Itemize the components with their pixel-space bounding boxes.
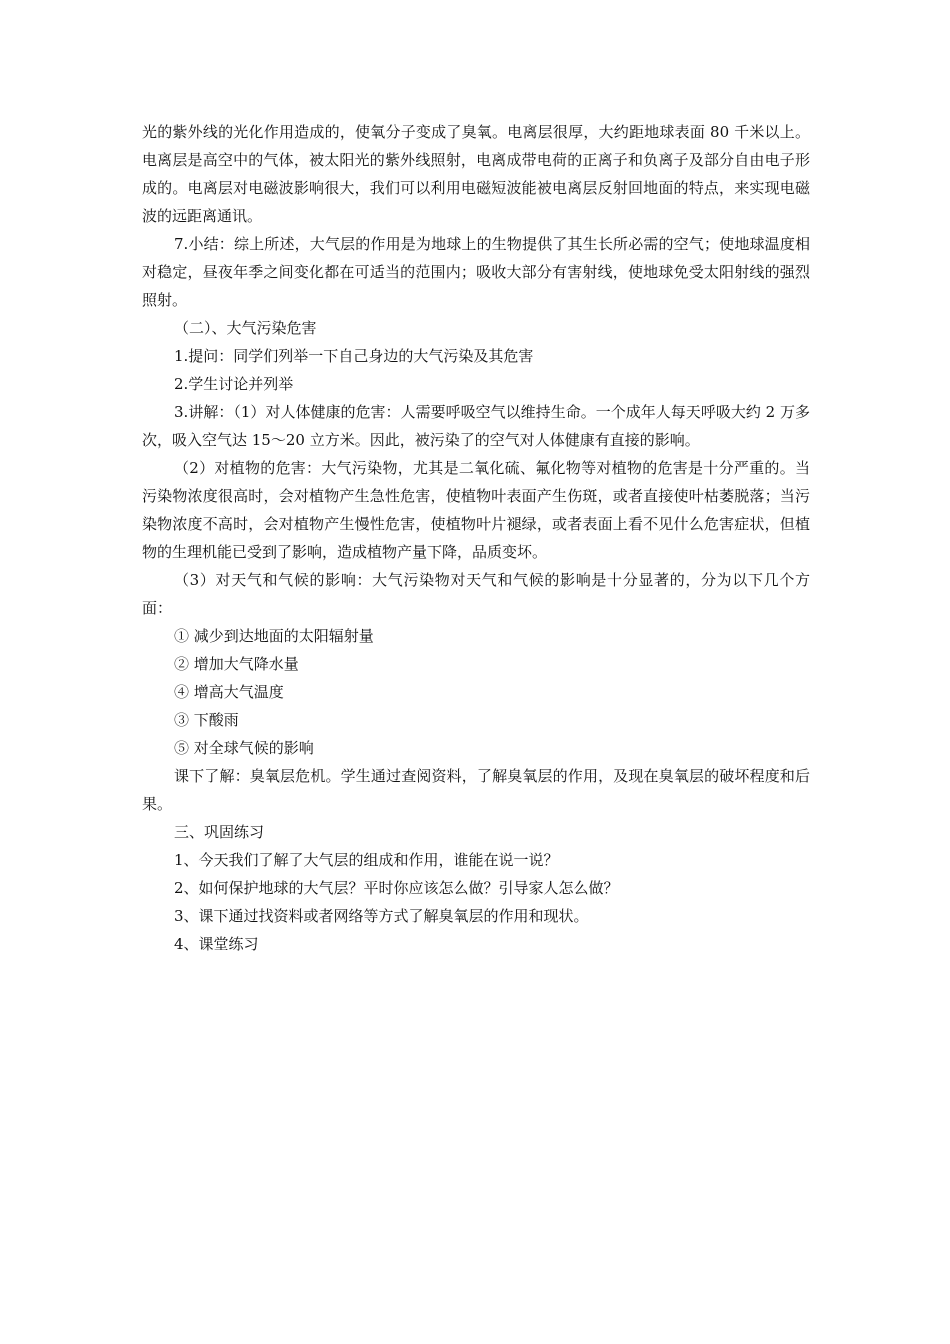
list-item: ① 减少到达地面的太阳辐射量 <box>174 627 374 645</box>
paragraph-weather-climate: （3）对天气和气候的影响：大气污染物对天气和气候的影响是十分显著的，分为以下几个方面： <box>142 571 810 617</box>
practice-item: 4、课堂练习 <box>174 935 259 953</box>
document-body <box>142 118 810 958</box>
practice-item: 1、今天我们了解了大气层的组成和作用，谁能在说一说？ <box>174 851 559 869</box>
practice-item: 3、课下通过找资料或者网络等方式了解臭氧层的作用和现状。 <box>174 907 589 925</box>
list-item: ③ 下酸雨 <box>174 711 239 729</box>
paragraph-question: 1.提问：同学们列举一下自己身边的大气污染及其危害 <box>174 347 534 365</box>
list-item: ② 增加大气降水量 <box>174 655 299 673</box>
section-heading-practice: 三、巩固练习 <box>174 823 265 841</box>
list-item: ⑤ 对全球气候的影响 <box>174 739 314 757</box>
list-item: ④ 增高大气温度 <box>174 683 284 701</box>
section-heading-air-pollution: （二）、大气污染危害 <box>174 319 317 337</box>
paragraph-plant-damage: （2）对植物的危害：大气污染物，尤其是二氧化硫、氟化物等对植物的危害是十分严重的。当污染物浓度很高时，会对植物产生急性危害，使植物叶表面产生伤斑，或者直接使叶枯萎脱落；当污染物浓度不高时，会对植物产生慢性危害，使植物叶片褪绿，或者表面上看不见什么危害症状，但植物的生理机能已受到了影响，造成植物产量下降，品质变坏。 <box>142 459 810 561</box>
paragraph-discussion: 2.学生讨论并列举 <box>174 375 294 393</box>
practice-item: 2、如何保护地球的大气层？平时你应该怎么做？引导家人怎么做？ <box>174 879 619 897</box>
paragraph-human-health: 3.讲解：（1）对人体健康的危害：人需要呼吸空气以维持生命。一个成年人每天呼吸大约 2 万多次，吸入空气达 15～20 立方米。因此，被污染了的空气对人体健康有直接的影响。 <box>142 403 810 449</box>
paragraph-ionosphere: 光的紫外线的光化作用造成的，使氧分子变成了臭氧。电离层很厚，大约距地球表面 80 千米以上。电离层是高空中的气体，被太阳光的紫外线照射，电离成带电荷的正离子和负离子及部分自由电子形成的。电离层对电磁波影响很大，我们可以利用电磁短波能被电离层反射回地面的特点，来实现电磁波的远距离通讯。 <box>142 123 810 225</box>
paragraph-ozone-homework: 课下了解：臭氧层危机。学生通过查阅资料，了解臭氧层的作用，及现在臭氧层的破坏程度和后果。 <box>142 767 810 813</box>
paragraph-summary: 7.小结：综上所述，大气层的作用是为地球上的生物提供了其生长所必需的空气；使地球温度相对稳定，昼夜年季之间变化都在可适当的范围内；吸收大部分有害射线，使地球免受太阳射线的强烈照射。 <box>142 235 810 309</box>
